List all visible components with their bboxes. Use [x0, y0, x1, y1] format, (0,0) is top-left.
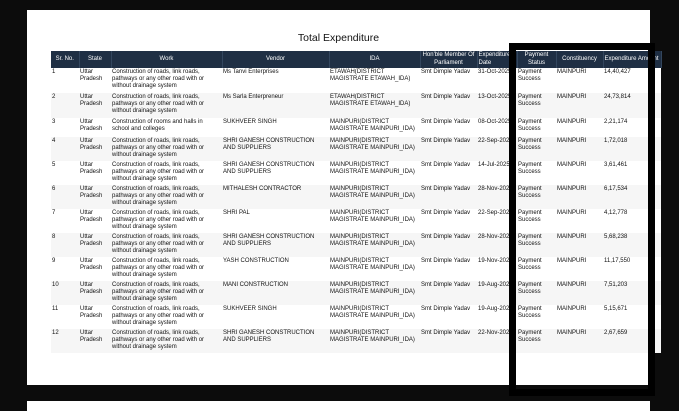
cell-sr-no: 10	[51, 281, 79, 305]
cell-ida: MAINPURI(DISTRICT MAGISTRATE MAINPURI_IDA)	[329, 257, 420, 281]
cell-vendor: MITHALESH CONTRACTOR	[222, 185, 329, 209]
table-row	[51, 185, 661, 209]
cell-constituency: MAINPURI	[556, 329, 603, 353]
table-row	[51, 257, 661, 281]
cell-vendor: SHRI GANESH CONSTRUCTION AND SUPPLIERS	[222, 233, 329, 257]
cell-work: Construction of roads, link roads, pathways or any other road with or without drainage system	[111, 305, 222, 329]
cell-member-of-parliament: Smt Dimple Yadav	[420, 137, 477, 161]
cell-expenditure-date: 19-Aug-2025	[477, 281, 517, 305]
cell-payment-status: Payment Success	[517, 233, 556, 257]
table-row	[51, 233, 661, 257]
cell-member-of-parliament: Smt Dimple Yadav	[420, 93, 477, 118]
cell-expenditure-amount: 2,67,659	[603, 329, 661, 353]
cell-ida: ETAWAH(DISTRICT MAGISTRATE ETAWAH_IDA)	[329, 68, 420, 93]
table-row	[51, 137, 661, 161]
column-header-sr-no: Sr. No.	[51, 51, 79, 68]
table-row	[51, 161, 661, 185]
cell-ida: MAINPURI(DISTRICT MAGISTRATE MAINPURI_IDA)	[329, 209, 420, 233]
cell-payment-status: Payment Success	[517, 137, 556, 161]
cell-ida: MAINPURI(DISTRICT MAGISTRATE MAINPURI_IDA)	[329, 281, 420, 305]
cell-constituency: MAINPURI	[556, 68, 603, 93]
cell-ida: MAINPURI(DISTRICT MAGISTRATE MAINPURI_IDA)	[329, 329, 420, 353]
cell-expenditure-amount: 5,68,238	[603, 233, 661, 257]
cell-payment-status: Payment Success	[517, 209, 556, 233]
cell-member-of-parliament: Smt Dimple Yadav	[420, 257, 477, 281]
cell-ida: ETAWAH(DISTRICT MAGISTRATE ETAWAH_IDA)	[329, 93, 420, 118]
column-header-member-of-parliament: Hon'ble Member Of Parliament	[420, 51, 477, 68]
cell-constituency: MAINPURI	[556, 118, 603, 137]
cell-expenditure-date: 28-Nov-2025	[477, 233, 517, 257]
cell-sr-no: 3	[51, 118, 79, 137]
cell-sr-no: 11	[51, 305, 79, 329]
cell-work: Construction of roads, link roads, pathways or any other road with or without drainage system	[111, 93, 222, 118]
cell-sr-no: 4	[51, 137, 79, 161]
cell-sr-no: 6	[51, 185, 79, 209]
cell-expenditure-amount: 5,15,671	[603, 305, 661, 329]
cell-constituency: MAINPURI	[556, 257, 603, 281]
column-header-expenditure-amount: Expenditure Amount	[603, 51, 661, 68]
table-row	[51, 68, 661, 93]
cell-work: Construction of roads, link roads, pathways or any other road with or without drainage system	[111, 329, 222, 353]
table-row	[51, 329, 661, 353]
cell-vendor: Ms Tanvi Enterprises	[222, 68, 329, 93]
expenditure-table	[51, 51, 662, 353]
cell-constituency: MAINPURI	[556, 185, 603, 209]
cell-ida: MAINPURI(DISTRICT MAGISTRATE MAINPURI_IDA)	[329, 233, 420, 257]
cell-sr-no: 1	[51, 68, 79, 93]
cell-payment-status: Payment Success	[517, 161, 556, 185]
cell-vendor: YASH CONSTRUCTION	[222, 257, 329, 281]
cell-payment-status: Payment Success	[517, 329, 556, 353]
column-header-expenditure-date: Expenditure Date	[477, 51, 517, 68]
cell-payment-status: Payment Success	[517, 281, 556, 305]
cell-payment-status: Payment Success	[517, 118, 556, 137]
cell-constituency: MAINPURI	[556, 305, 603, 329]
table-header-row	[51, 51, 661, 68]
cell-ida: MAINPURI(DISTRICT MAGISTRATE MAINPURI_IDA)	[329, 137, 420, 161]
cell-expenditure-amount: 2,21,174	[603, 118, 661, 137]
column-header-payment-status: Payment Status	[517, 51, 556, 68]
cell-state: Uttar Pradesh	[79, 137, 111, 161]
cell-state: Uttar Pradesh	[79, 281, 111, 305]
cell-vendor: SHRI GANESH CONSTRUCTION AND SUPPLIERS	[222, 161, 329, 185]
cell-vendor: Ms Sarla Enterpreneur	[222, 93, 329, 118]
table-row	[51, 281, 661, 305]
cell-ida: MAINPURI(DISTRICT MAGISTRATE MAINPURI_IDA)	[329, 118, 420, 137]
cell-payment-status: Payment Success	[517, 257, 556, 281]
cell-expenditure-date: 19-Aug-2025	[477, 305, 517, 329]
cell-expenditure-amount: 11,17,550	[603, 257, 661, 281]
cell-work: Construction of rooms and halls in school and colleges	[111, 118, 222, 137]
cell-work: Construction of roads, link roads, pathways or any other road with or without drainage system	[111, 257, 222, 281]
cell-expenditure-amount: 24,73,814	[603, 93, 661, 118]
column-header-ida: IDA	[329, 51, 420, 68]
next-page-edge	[27, 401, 650, 411]
cell-state: Uttar Pradesh	[79, 68, 111, 93]
cell-work: Construction of roads, link roads, pathways or any other road with or without drainage system	[111, 137, 222, 161]
cell-state: Uttar Pradesh	[79, 118, 111, 137]
cell-member-of-parliament: Smt Dimple Yadav	[420, 305, 477, 329]
column-header-constituency: Constituency	[556, 51, 603, 68]
table-row	[51, 305, 661, 329]
cell-sr-no: 12	[51, 329, 79, 353]
cell-expenditure-date: 08-Oct-2025	[477, 118, 517, 137]
cell-member-of-parliament: Smt Dimple Yadav	[420, 329, 477, 353]
cell-work: Construction of roads, link roads, pathways or any other road with or without drainage system	[111, 281, 222, 305]
cell-payment-status: Payment Success	[517, 68, 556, 93]
cell-state: Uttar Pradesh	[79, 93, 111, 118]
cell-work: Construction of roads, link roads, pathways or any other road with or without drainage system	[111, 185, 222, 209]
cell-vendor: SHRI GANESH CONSTRUCTION AND SUPPLIERS	[222, 329, 329, 353]
cell-expenditure-date: 13-Oct-2025	[477, 93, 517, 118]
cell-payment-status: Payment Success	[517, 185, 556, 209]
cell-member-of-parliament: Smt Dimple Yadav	[420, 185, 477, 209]
cell-expenditure-date: 14-Jul-2025	[477, 161, 517, 185]
cell-expenditure-amount: 4,12,778	[603, 209, 661, 233]
cell-sr-no: 2	[51, 93, 79, 118]
cell-sr-no: 7	[51, 209, 79, 233]
cell-work: Construction of roads, link roads, pathways or any other road with or without drainage system	[111, 209, 222, 233]
cell-state: Uttar Pradesh	[79, 305, 111, 329]
cell-member-of-parliament: Smt Dimple Yadav	[420, 233, 477, 257]
cell-vendor: SUKHVEER SINGH	[222, 305, 329, 329]
cell-expenditure-date: 19-Nov-2025	[477, 257, 517, 281]
cell-vendor: SHRI GANESH CONSTRUCTION AND SUPPLIERS	[222, 137, 329, 161]
document-page	[27, 10, 659, 385]
cell-expenditure-amount: 6,17,534	[603, 185, 661, 209]
cell-ida: MAINPURI(DISTRICT MAGISTRATE MAINPURI_IDA)	[329, 161, 420, 185]
cell-constituency: MAINPURI	[556, 209, 603, 233]
cell-work: Construction of roads, link roads, pathways or any other road with or without drainage system	[111, 68, 222, 93]
page-title: Total Expenditure	[297, 32, 380, 44]
table-row	[51, 93, 661, 118]
cell-expenditure-date: 22-Nov-2025	[477, 329, 517, 353]
cell-ida: MAINPURI(DISTRICT MAGISTRATE MAINPURI_IDA)	[329, 185, 420, 209]
cell-state: Uttar Pradesh	[79, 329, 111, 353]
cell-expenditure-date: 28-Nov-2025	[477, 185, 517, 209]
cell-constituency: MAINPURI	[556, 161, 603, 185]
cell-expenditure-date: 22-Sep-2025	[477, 209, 517, 233]
cell-work: Construction of roads, link roads, pathways or any other road with or without drainage system	[111, 161, 222, 185]
cell-constituency: MAINPURI	[556, 233, 603, 257]
column-header-state: State	[79, 51, 111, 68]
table-row	[51, 209, 661, 233]
cell-vendor: SHRI PAL	[222, 209, 329, 233]
cell-sr-no: 5	[51, 161, 79, 185]
cell-member-of-parliament: Smt Dimple Yadav	[420, 68, 477, 93]
cell-sr-no: 8	[51, 233, 79, 257]
cell-sr-no: 9	[51, 257, 79, 281]
cell-state: Uttar Pradesh	[79, 233, 111, 257]
table-row	[51, 118, 661, 137]
cell-payment-status: Payment Success	[517, 305, 556, 329]
cell-expenditure-amount: 3,61,461	[603, 161, 661, 185]
cell-state: Uttar Pradesh	[79, 257, 111, 281]
cell-vendor: MANI CONSTRUCTION	[222, 281, 329, 305]
cell-constituency: MAINPURI	[556, 281, 603, 305]
cell-constituency: MAINPURI	[556, 93, 603, 118]
column-header-vendor: Vendor	[222, 51, 329, 68]
cell-member-of-parliament: Smt Dimple Yadav	[420, 118, 477, 137]
cell-state: Uttar Pradesh	[79, 209, 111, 233]
cell-payment-status: Payment Success	[517, 93, 556, 118]
cell-state: Uttar Pradesh	[79, 161, 111, 185]
table-body	[51, 68, 661, 353]
cell-expenditure-date: 22-Sep-2025	[477, 137, 517, 161]
cell-work: Construction of roads, link roads, pathways or any other road with or without drainage system	[111, 233, 222, 257]
cell-member-of-parliament: Smt Dimple Yadav	[420, 281, 477, 305]
cell-expenditure-date: 31-Oct-2025	[477, 68, 517, 93]
cell-member-of-parliament: Smt Dimple Yadav	[420, 209, 477, 233]
cell-expenditure-amount: 1,72,018	[603, 137, 661, 161]
column-header-work: Work	[111, 51, 222, 68]
cell-expenditure-amount: 14,40,427	[603, 68, 661, 93]
cell-member-of-parliament: Smt Dimple Yadav	[420, 161, 477, 185]
cell-ida: MAINPURI(DISTRICT MAGISTRATE MAINPURI_IDA)	[329, 305, 420, 329]
cell-vendor: SUKHVEER SINGH	[222, 118, 329, 137]
cell-state: Uttar Pradesh	[79, 185, 111, 209]
cell-constituency: MAINPURI	[556, 137, 603, 161]
cell-expenditure-amount: 7,51,203	[603, 281, 661, 305]
